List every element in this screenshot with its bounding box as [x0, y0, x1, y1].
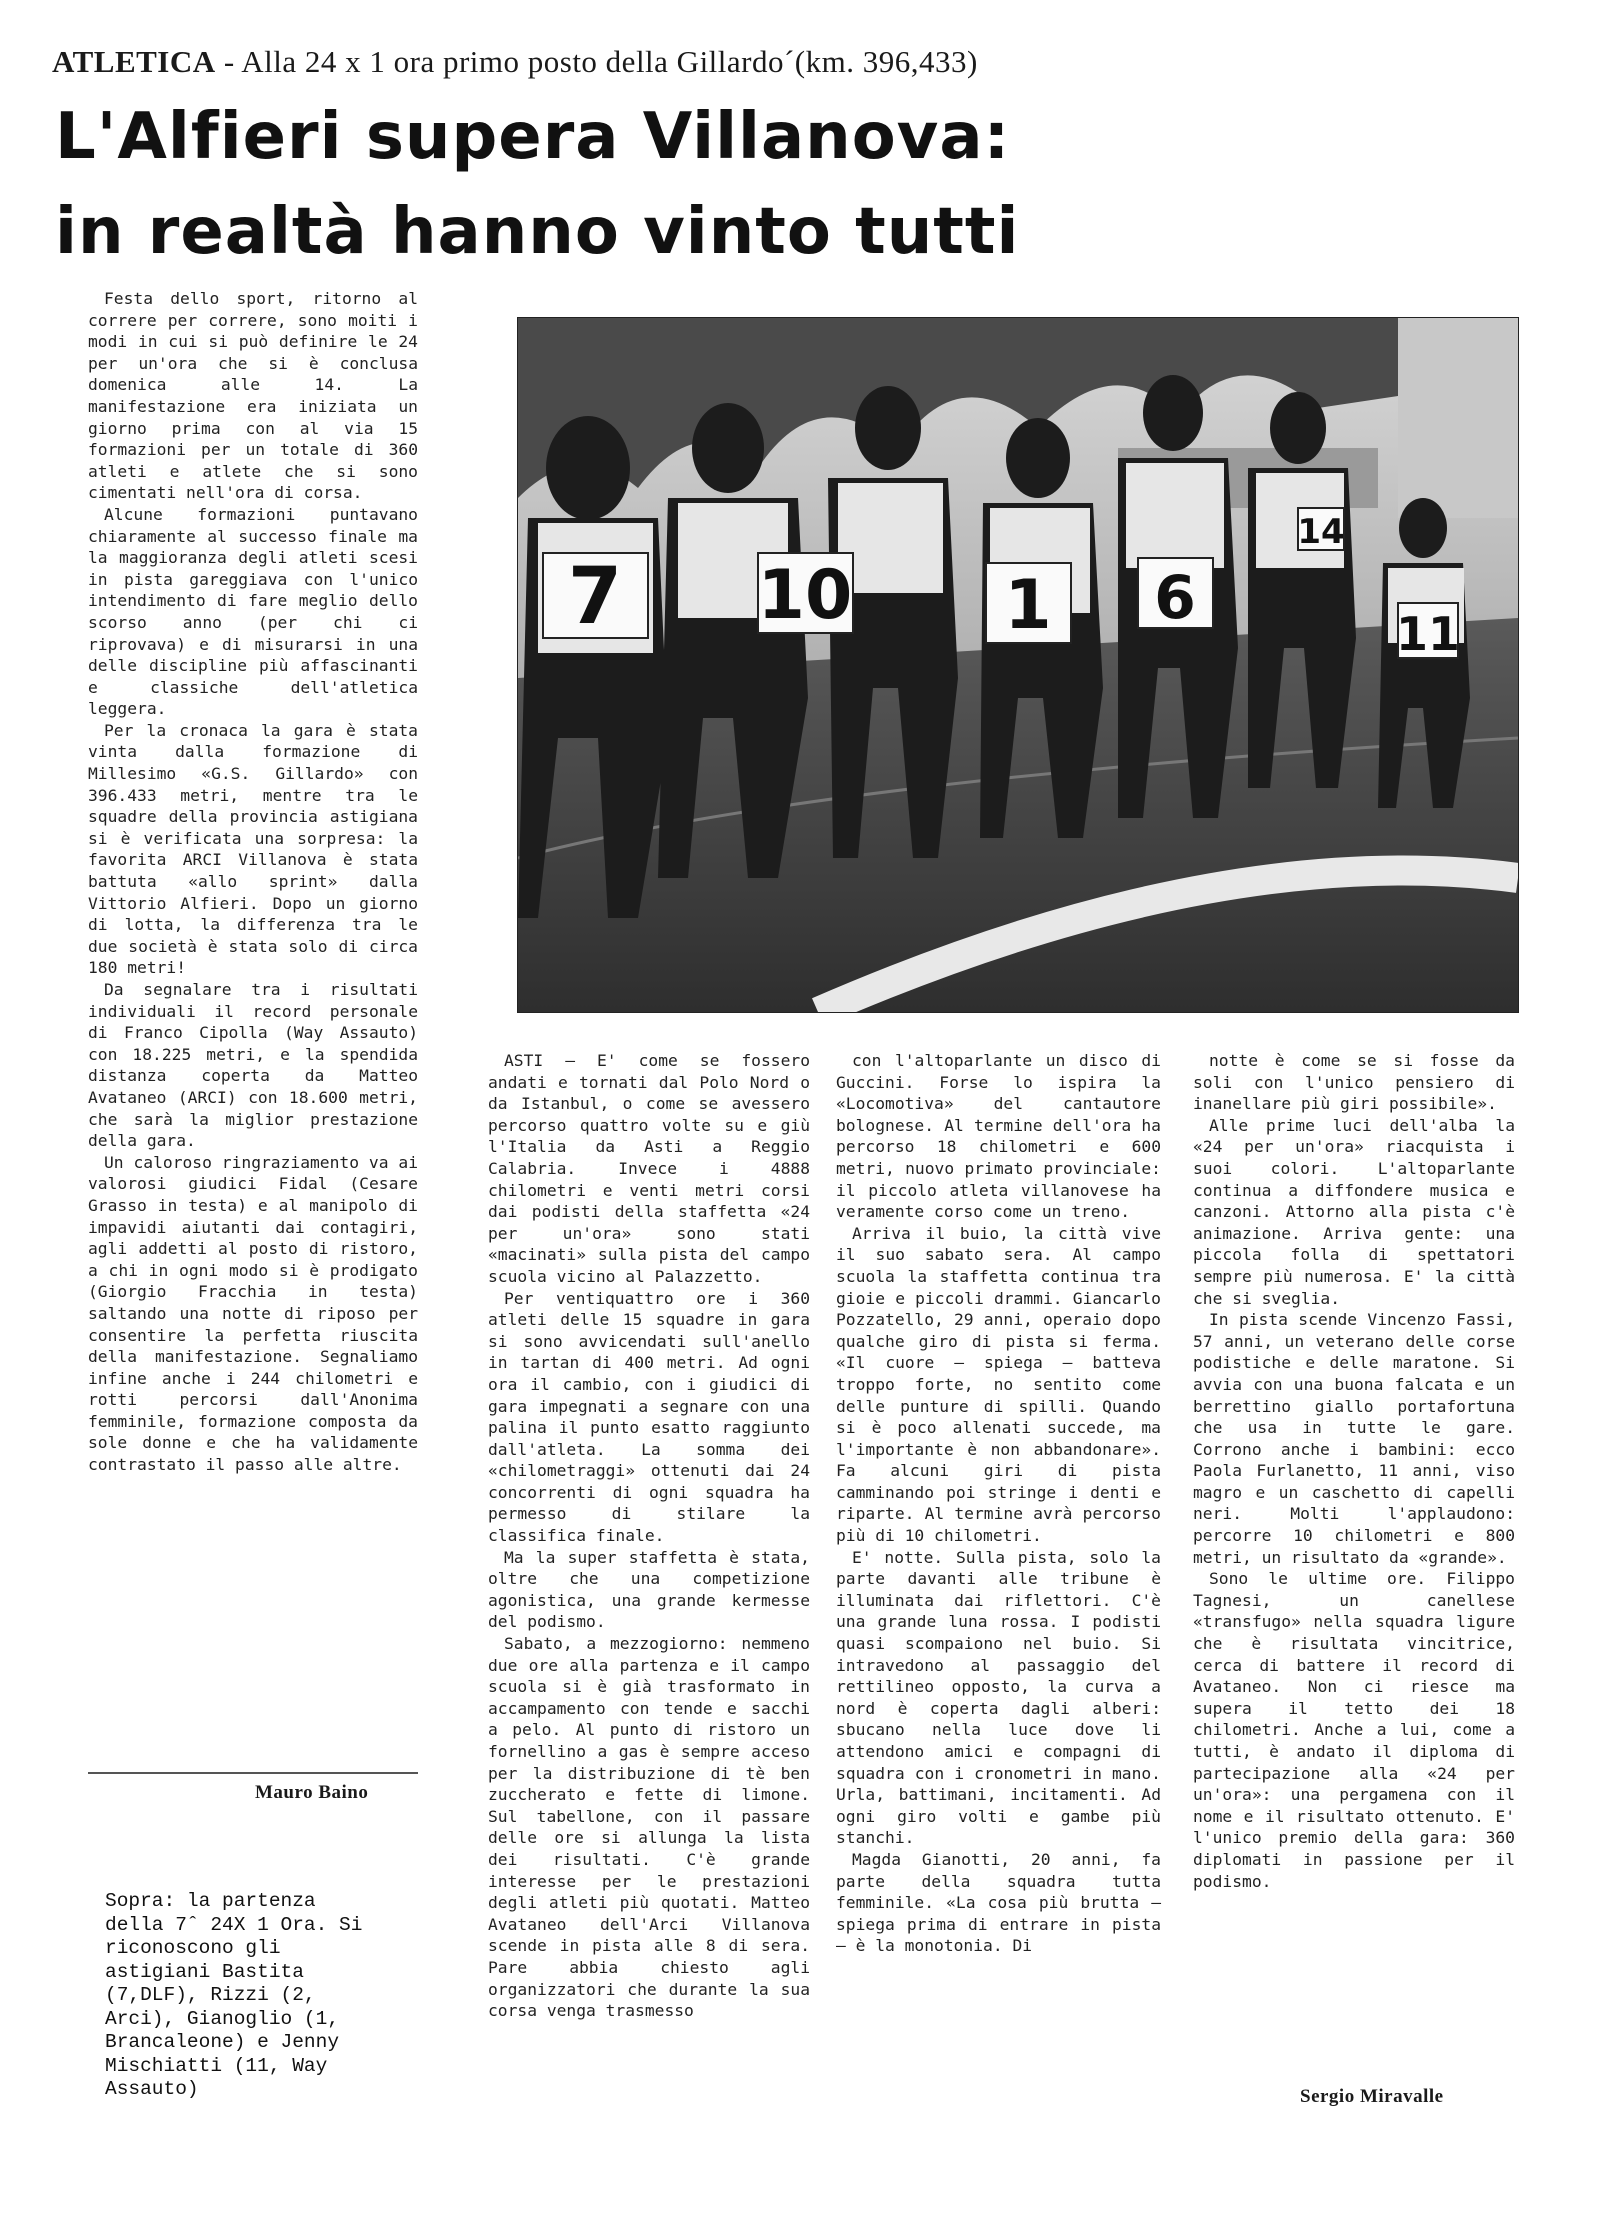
article-paragraph: Magda Gianotti, 20 anni, fa parte della squadra tutta femminile. «La cosa più brutta — spiega prima di entrare in pista — è la monotonia. Di [836, 1849, 1161, 1956]
article-column-1 [488, 1050, 810, 2022]
headline-line-2: in realtà hanno vinto tutti [55, 195, 1020, 269]
article-paragraph: Per ventiquattro ore i 360 atleti delle 15 squadre in gara si sono avvicendati sull'anello in tartan di 400 metri. Ad ogni ora il cambio, con i giudici di gara impegnati a segnare con una palina il punto esatto raggiunto dall'atleta. La somma dei «chilometraggi» ottenuti dai 24 concorrenti di ogni squadra ha permesso di stilare la classifica finale. [488, 1288, 810, 1546]
side-paragraph: Da segnalare tra i risultati individuali il record personale di Franco Cipolla (Way Assauto) con 18.225 metri, e la spendida distanza coperta da Matteo Avataneo (ARCI) con 18.600 metri, che sarà la miglior prestazione della gara. [88, 980, 418, 1151]
bib-7: 7 [567, 552, 623, 642]
side-paragraph: Un caloroso ringraziamento va ai valorosi giudici Fidal (Cesare Grasso in testa) e al manipolo di impavidi aiutanti dai contagiri, agli addetti al posto di ristoro, a chi in ogni modo si è prodigato (Giorgio Fracchia in testa) saltando una notte di riposo per consentire la perfetta riuscita della manifestazione. Segnaliamo infine anche i 244 chilometri e rotti percorsi dall'Anonima femminile, formazione composta da sole donne e che ha validamente contrastato il passo alle altre. [88, 1152, 418, 1475]
kicker-text: - Alla 24 x 1 ora primo posto della Gillardo´(km. 396,433) [215, 44, 978, 79]
byline-sergio-miravalle: Sergio Miravalle [1300, 2086, 1444, 2107]
photo-caption: Sopra: la partenza della 7ˆ 24X 1 Ora. Si riconoscono gli astigiani Bastita (7,DLF), Rizzi (2, Arci), Gianoglio (1, Brancaleone) e Jenny Mischiatti (11, Way Assauto) [105, 1890, 363, 2100]
article-paragraph: ASTI — E' come se fossero andati e tornati dal Polo Nord o da Istanbul, o come se avessero percorso quattro volte su e giù l'Italia da Asti a Reggio Calabria. Invece i 4888 chilometri e venti metri corsi dai podisti della staffetta «24 per un'ora» sono stati «macinati» sulla pista del campo scuola vicino al Palazzetto. [488, 1051, 810, 1286]
article-paragraph: Arriva il buio, la città vive il suo sabato sera. Al campo scuola la staffetta continua tra gioie e piccoli drammi. Giancarlo Pozzatello, 29 anni, operaio dopo qualche giro di pista si ferma. «Il cuore — spiega — batteva troppo forte, no sentito come delle punture di spilli. Quando si è poco allenati succede, ma l'importante è non abbandonare». Fa alcuni giri di pista camminando poi stringe i denti e riparte. Al termine avrà percorso più di 10 chilometri. [836, 1223, 1161, 1546]
byline-mauro-baino: Mauro Baino [255, 1782, 369, 1803]
bib-6: 6 [1154, 563, 1196, 633]
article-paragraph: Sabato, a mezzogiorno: nemmeno due ore alla partenza e il campo scuola si è già trasformato in accampamento con tende e sacchi a pelo. Al punto di ristoro un fornellino a gas è sempre acceso per la distribuzione di tè ben zuccherato e fette di limone. Sul tabellone, con il passare delle ore si allunga la lista dei risultati. C'è grande interesse per le prestazioni degli atleti più quotati. Matteo Avataneo dell'Arci Villanova scende in pista alle 8 di sera. Pare abbia chiesto agli organizzatori che durante la sua corsa venga trasmesso [488, 1634, 810, 2021]
kicker [52, 44, 978, 80]
article-paragraph: E' notte. Sulla pista, solo la parte davanti alle tribune è illuminata dai riflettori. C'è una grande luna rossa. I podisti quasi scompaiono nel buio. Si intravedono al passaggio del rettilineo opposto, la curva a nord è coperta dagli alberi: sbucano nella luce dove li attendono amici e compagni di squadra con i cronometri in mano. Urla, battimani, incitamenti. Ad ogni giro volti e gambe più stanchi. [836, 1547, 1161, 1848]
article-column-2 [836, 1050, 1161, 1957]
article-paragraph: notte è come se si fosse da soli con l'unico pensiero di inanellare più giri possibile». [1193, 1051, 1515, 1114]
headline-line-1: L'Alfieri supera Villanova: [55, 100, 1011, 174]
bib-10: 10 [757, 556, 853, 635]
article-side-column [88, 288, 418, 1476]
side-paragraph: Per la cronaca la gara è stata vinta dalla formazione di Millesimo «G.S. Gillardo» con 396.433 metri, mentre tra le squadre della provincia astigiana si è verificata una sorpresa: la favorita ARCI Villanova è stata battuta «allo sprint» dalla Vittorio Alfieri. Dopo un giorno di lotta, la differenza tra le due società è stata solo di circa 180 metri! [88, 720, 418, 978]
article-paragraph: Ma la super staffetta è stata, oltre che una competizione agonistica, una grande kermesse del podismo. [488, 1547, 810, 1632]
article-paragraph: Sono le ultime ore. Filippo Tagnesi, un canellese «transfugo» nella squadra ligure che è risultata vincitrice, cerca di battere il record di Avataneo. Non ci riesce ma supera il tetto dei 18 chilometri. Anche a lui, come a tutti, è andato il diploma di partecipazione alla «24 per un'ora»: una pergamena con il nome e il risultato ottenuto. E' l'unico premio della gara: 360 diplomati in passione per il podismo. [1193, 1569, 1515, 1891]
bib-11: 11 [1395, 607, 1461, 661]
bib-1: 1 [1004, 566, 1052, 645]
side-paragraph: Festa dello sport, ritorno al correre per correre, sono moiti i modi in cui si può definire le 24 per un'ora che si è conclusa domenica alle 14. La manifestazione era iniziata un giorno prima con al via 15 formazioni per un totale di 360 atleti e atlete che si sono cimentati nell'ora di corsa. [88, 289, 418, 503]
article-column-3 [1193, 1050, 1515, 1892]
article-paragraph: con l'altoparlante un disco di Guccini. Forse lo ispira la «Locomotiva» del cantautore bolognese. Al termine dell'ora ha percorso 18 chilometri e 600 metri, nuovo primato provinciale: il piccolo atleta villanovese ha veramente corso come un treno. [836, 1051, 1161, 1222]
race-photo [517, 317, 1519, 1013]
divider [88, 1772, 418, 1774]
section-label: ATLETICA [52, 44, 216, 79]
article-paragraph: In pista scende Vincenzo Fassi, 57 anni, un veterano delle corse podistiche e delle maratone. Si avvia con una buona falcata e un berrettino giallo portafortuna che usa in tutte le gare. Corrono anche i bambini: ecco Paola Furlanetto, 11 anni, viso magro e un caschetto di capelli neri. Molti l'applaudono: percorre 10 chilometri e 800 metri, un risultato da «grande». [1193, 1310, 1515, 1567]
article-paragraph: Alle prime luci dell'alba la «24 per un'ora» riacquista i suoi colori. L'altoparlante continua a diffondere musica e canzoni. Attorno alla pista c'è animazione. Arriva gente: una piccola folla di spettatori sempre più numerosa. E' la città che si sveglia. [1193, 1115, 1515, 1308]
side-paragraph: Alcune formazioni puntavano chiaramente al successo finale ma la maggioranza degli atleti scesi in pista gareggiava con l'unico intendimento di fare meglio dello scorso anno (per chi ci riprovava) e di misurarsi in una delle discipline più affascinanti e classiche dell'atletica leggera. [88, 504, 418, 719]
bib-14: 14 [1297, 512, 1345, 552]
